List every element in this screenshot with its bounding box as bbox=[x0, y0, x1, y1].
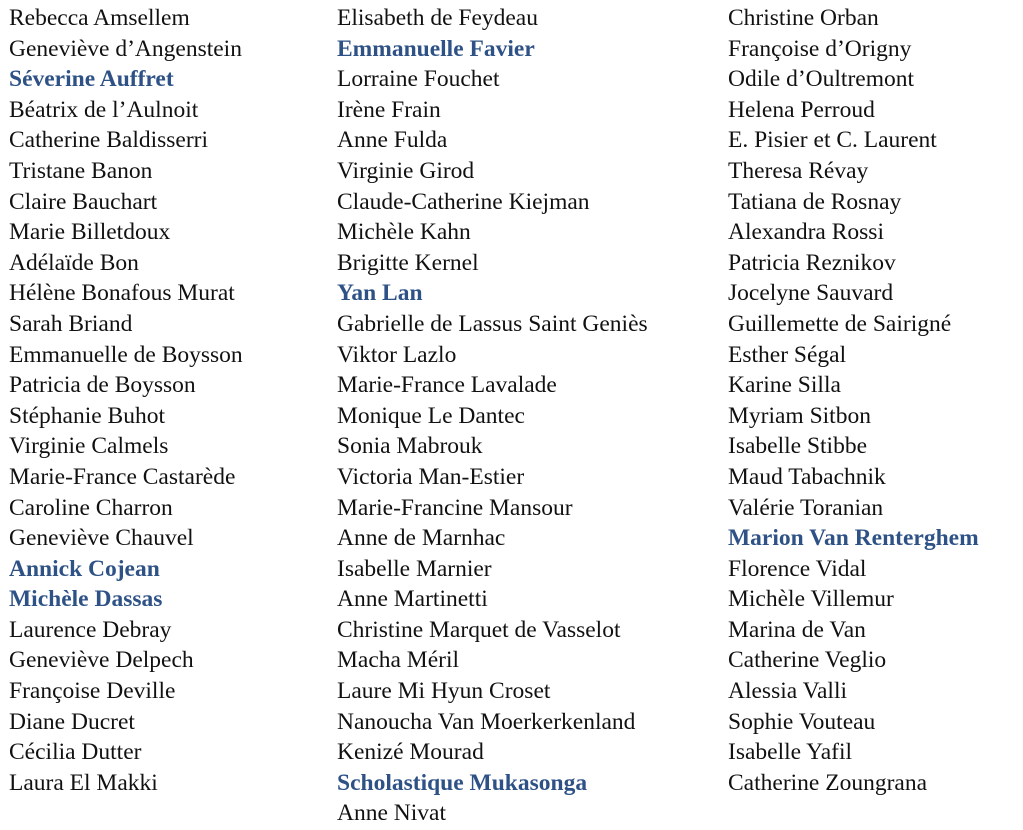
author-name: Virginie Calmels bbox=[9, 433, 169, 460]
author-name: Anne Fulda bbox=[337, 127, 448, 154]
author-name: Christine Marquet de Vasselot bbox=[337, 616, 621, 643]
author-name: Florence Vidal bbox=[728, 555, 867, 582]
author-name: Elisabeth de Feydeau bbox=[337, 5, 538, 31]
author-name: Esther Ségal bbox=[728, 341, 847, 368]
author-name: Michèle Kahn bbox=[337, 219, 471, 246]
author-name: Isabelle Yafil bbox=[728, 739, 853, 766]
author-name: Anne Martinetti bbox=[337, 586, 488, 613]
author-name: Tatiana de Rosnay bbox=[728, 188, 902, 215]
author-name: Odile d’Oultremont bbox=[728, 66, 915, 93]
author-name: Anne Nivat bbox=[337, 800, 446, 827]
author-name: Diane Ducret bbox=[9, 708, 135, 735]
author-name-highlighted: Michèle Dassas bbox=[9, 586, 163, 613]
author-name: Kenizé Mourad bbox=[337, 739, 484, 766]
author-name: Cécilia Dutter bbox=[9, 739, 142, 766]
author-name-highlighted: Marion Van Renterghem bbox=[728, 525, 979, 552]
author-column-1 bbox=[9, 3, 243, 798]
author-name: Patricia de Boysson bbox=[9, 372, 196, 399]
author-name: Karine Silla bbox=[728, 372, 841, 399]
author-name: Anne de Marnhac bbox=[337, 525, 506, 552]
author-name: Viktor Lazlo bbox=[337, 341, 457, 368]
author-name: Geneviève d’Angenstein bbox=[9, 35, 242, 62]
author-name: Marie Billetdoux bbox=[9, 219, 171, 246]
author-name: Marie-France Lavalade bbox=[337, 372, 557, 399]
author-name: Virginie Girod bbox=[337, 157, 475, 184]
author-name: Hélène Bonafous Murat bbox=[9, 280, 235, 307]
author-name: Sarah Briand bbox=[9, 310, 133, 337]
author-name: Nanoucha Van Moerkerkenland bbox=[337, 708, 636, 735]
author-name: Jocelyne Sauvard bbox=[728, 280, 894, 307]
author-name: Macha Méril bbox=[337, 647, 460, 674]
author-name: Sophie Vouteau bbox=[728, 708, 876, 735]
author-column-2 bbox=[337, 3, 648, 829]
author-name: Myriam Sitbon bbox=[728, 402, 871, 429]
author-name: Laurence Debray bbox=[9, 616, 172, 643]
author-name: Béatrix de l’Aulnoit bbox=[9, 96, 199, 123]
author-name: Caroline Charron bbox=[9, 494, 173, 521]
author-name: Patricia Reznikov bbox=[728, 249, 896, 276]
author-name: Isabelle Marnier bbox=[337, 555, 492, 582]
author-name: Brigitte Kernel bbox=[337, 249, 479, 276]
author-name: Adélaïde Bon bbox=[9, 249, 139, 276]
author-name: Françoise d’Origny bbox=[728, 35, 912, 62]
author-name: Theresa Révay bbox=[728, 157, 869, 184]
author-name: Françoise Deville bbox=[9, 678, 176, 705]
author-name: Marie-Francine Mansour bbox=[337, 494, 573, 521]
author-name: Victoria Man-Estier bbox=[337, 463, 525, 490]
author-name-highlighted: Annick Cojean bbox=[9, 555, 160, 582]
author-name: Maud Tabachnik bbox=[728, 463, 886, 490]
author-name: Sonia Mabrouk bbox=[337, 433, 483, 460]
author-name: Geneviève Delpech bbox=[9, 647, 194, 674]
author-name: Claude-Catherine Kiejman bbox=[337, 188, 590, 215]
author-name: Emmanuelle de Boysson bbox=[9, 341, 243, 368]
author-name-highlighted: Yan Lan bbox=[337, 280, 423, 307]
author-name: Catherine Veglio bbox=[728, 647, 887, 674]
author-name: Helena Perroud bbox=[728, 96, 875, 123]
author-name-highlighted: Emmanuelle Favier bbox=[337, 35, 535, 62]
author-name: Tristane Banon bbox=[9, 157, 153, 184]
author-name: Catherine Baldisserri bbox=[9, 127, 209, 154]
author-name: Geneviève Chauvel bbox=[9, 525, 194, 552]
author-name: Laura El Makki bbox=[9, 769, 158, 796]
author-name: Rebecca Amsellem bbox=[9, 5, 190, 31]
author-name: Stéphanie Buhot bbox=[9, 402, 165, 429]
author-name: Marina de Van bbox=[728, 616, 866, 643]
author-name: Marie-France Castarède bbox=[9, 463, 236, 490]
author-name: Monique Le Dantec bbox=[337, 402, 525, 429]
author-column-3 bbox=[728, 3, 979, 798]
author-name: E. Pisier et C. Laurent bbox=[728, 127, 937, 154]
author-name-highlighted: Séverine Auffret bbox=[9, 66, 174, 93]
author-name: Alexandra Rossi bbox=[728, 219, 884, 246]
author-name: Valérie Toranian bbox=[728, 494, 884, 521]
author-name: Michèle Villemur bbox=[728, 586, 894, 613]
author-name: Guillemette de Sairigné bbox=[728, 310, 952, 337]
author-name: Gabrielle de Lassus Saint Geniès bbox=[337, 310, 648, 337]
author-name: Alessia Valli bbox=[728, 678, 848, 705]
author-name-highlighted: Scholastique Mukasonga bbox=[337, 769, 588, 796]
author-name: Laure Mi Hyun Croset bbox=[337, 678, 551, 705]
author-name: Catherine Zoungrana bbox=[728, 769, 928, 796]
author-name: Claire Bauchart bbox=[9, 188, 158, 215]
author-name: Irène Frain bbox=[337, 96, 441, 123]
author-name: Lorraine Fouchet bbox=[337, 66, 500, 93]
author-name: Isabelle Stibbe bbox=[728, 433, 868, 460]
author-name: Christine Orban bbox=[728, 5, 879, 31]
